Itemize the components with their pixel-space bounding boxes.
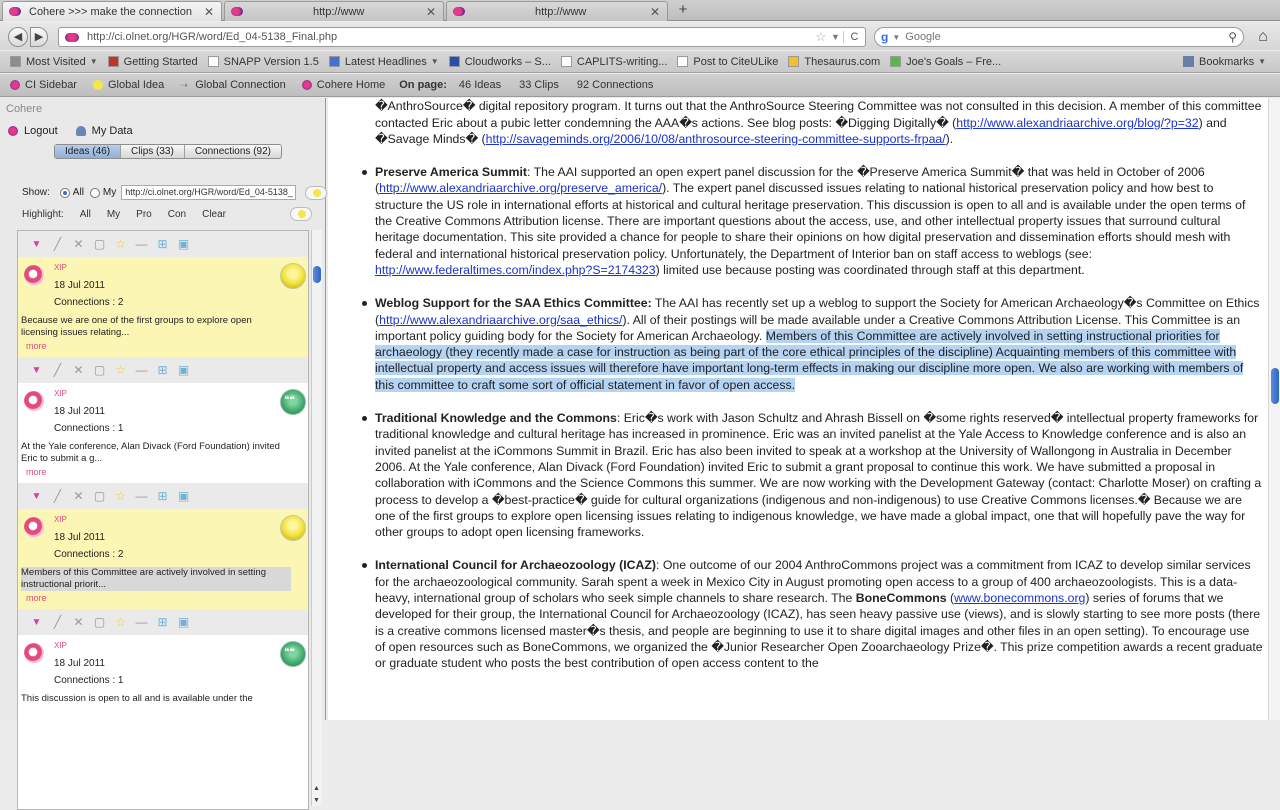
card-text: Members of this Committee are actively involved in setting instructional priorit... bbox=[21, 567, 291, 591]
bookmark-item[interactable] bbox=[890, 56, 1001, 68]
item-heading: Preserve America Summit bbox=[375, 165, 527, 180]
sidebar-tabs bbox=[54, 144, 282, 159]
blog-link[interactable]: http://www.alexandriaarchive.org/blog/?p=32 bbox=[956, 115, 1199, 130]
sidebar-title: Cohere bbox=[6, 103, 43, 115]
paragraph-text: : One outcome of our 2004 AnthroCommons project was a commitment from ICAZ to develop similar services for the archaeozoological community. Sarah spent a week in Mexico City in August promoting open access to a group of 400 archaeozoologists. This is a data-heavy, international group of scholars who seek simple channels to share research. The bbox=[375, 558, 1251, 606]
avatar bbox=[24, 643, 44, 663]
card-type: XIP bbox=[54, 389, 67, 398]
sidebar-account-links bbox=[8, 125, 151, 137]
list-item-traditional-knowledge bbox=[328, 410, 1263, 540]
delete-icon[interactable]: ✕ bbox=[73, 489, 84, 503]
cohere-icon bbox=[302, 80, 312, 90]
card-date: 18 Jul 2011 bbox=[54, 280, 105, 291]
avatar bbox=[24, 391, 44, 411]
bonecommons-name: BoneCommons bbox=[855, 591, 947, 606]
savageminds-link[interactable]: http://savageminds.org/2006/10/08/anthrosource-steering-committee-supports-frpaa/ bbox=[485, 131, 946, 146]
scrollbar-thumb[interactable] bbox=[1271, 368, 1279, 404]
edit-icon[interactable]: ╱ bbox=[53, 615, 62, 629]
lightbulb-toggle-icon[interactable] bbox=[305, 186, 327, 200]
history-dropdown-icon[interactable]: ▼ bbox=[831, 32, 840, 42]
bookmark-label: Most Visited bbox=[26, 55, 86, 68]
card-type: XIP bbox=[54, 263, 67, 272]
star-icon[interactable]: ☆ bbox=[115, 237, 126, 251]
bookmark-icon bbox=[890, 56, 901, 67]
paragraph-text: The AAI has recently set up a weblog to support the Society for American Archaeology�s Committee on Ethics ( bbox=[375, 296, 1260, 327]
federaltimes-link[interactable]: http://www.federaltimes.com/index.php?S=2174323 bbox=[375, 262, 656, 277]
global-connection-label: Global Connection bbox=[195, 79, 286, 91]
ideas-count[interactable]: 46 Ideas bbox=[458, 79, 502, 91]
paragraph-text: �AnthroSource� digital repository program. It turns out that the AnthroSource Steering Committee was not consulted in this decision. A member of this committee contacted Eric about a pubic letter condemning the AAA�s actions. See blog posts: �Digging Digitally� ( bbox=[375, 99, 1262, 130]
box-icon[interactable]: ▣ bbox=[177, 237, 190, 251]
list-item-icaz bbox=[328, 557, 1263, 671]
paragraph-text: : The AAI supported an open expert panel discussion for the �Preserve America Summit� that was held in October of 2006 ( bbox=[375, 165, 1205, 196]
idea-card[interactable] bbox=[18, 257, 308, 357]
card-text: This discussion is open to all and is available under the bbox=[21, 693, 253, 704]
highlight-con[interactable]: Con bbox=[167, 209, 187, 220]
paragraph-text: ) limited use because posting was coordinated through staff at this department. bbox=[655, 262, 1085, 277]
bookmark-label: SNAPP Version 1.5 bbox=[223, 55, 319, 68]
search-icon[interactable]: ⚲ bbox=[1228, 30, 1237, 44]
bookmark-icon bbox=[677, 56, 688, 67]
filter-icon[interactable]: ▼ bbox=[31, 238, 42, 250]
bookmark-label: Getting Started bbox=[123, 55, 198, 68]
scroll-down-icon[interactable]: ▼ bbox=[313, 797, 320, 804]
highlight-my[interactable]: My bbox=[106, 209, 121, 220]
tab-clips[interactable]: Clips (33) bbox=[121, 145, 185, 158]
filter-icon[interactable]: ▼ bbox=[31, 364, 42, 376]
bookmark-item[interactable] bbox=[561, 56, 667, 68]
new-tab-button[interactable]: + bbox=[678, 1, 688, 18]
url-text[interactable]: http://ci.olnet.org/HGR/word/Ed_04-5138_Final.php bbox=[87, 31, 338, 43]
search-input[interactable] bbox=[905, 31, 1228, 43]
tab-label: http://www bbox=[535, 5, 587, 18]
connection-icon: ⇢ bbox=[180, 80, 188, 90]
paragraph-text: ). bbox=[945, 131, 954, 146]
highlight-clear[interactable]: Clear bbox=[202, 209, 226, 220]
logout-icon bbox=[8, 126, 18, 136]
logout-link[interactable] bbox=[8, 125, 58, 137]
edit-icon[interactable]: ╱ bbox=[53, 363, 62, 377]
lightbulb-icon bbox=[93, 80, 103, 90]
bookmark-icon bbox=[208, 56, 219, 67]
bookmark-item[interactable] bbox=[208, 56, 319, 68]
saa-ethics-link[interactable]: http://www.alexandriaarchive.org/saa_ethics/ bbox=[379, 312, 623, 327]
card-text: At the Yale conference, Alan Divack (Ford Foundation) invited Eric to submit a g... bbox=[21, 441, 280, 464]
connections-count[interactable]: 92 Connections bbox=[576, 79, 654, 91]
close-tab-icon[interactable]: ✕ bbox=[649, 4, 661, 19]
idea-card[interactable] bbox=[18, 509, 308, 609]
show-label: Show: bbox=[22, 187, 50, 198]
card-connections[interactable]: Connections : 2 bbox=[54, 297, 124, 308]
idea-card[interactable] bbox=[18, 383, 308, 483]
close-tab-icon[interactable]: ✕ bbox=[203, 4, 215, 19]
sidebar-label: CI Sidebar bbox=[25, 79, 77, 91]
card-toolbar bbox=[18, 231, 308, 257]
network-icon[interactable]: ⊞ bbox=[157, 363, 168, 377]
on-page-label: On page: bbox=[399, 79, 447, 91]
star-icon[interactable]: ☆ bbox=[115, 615, 126, 629]
list-item-preserve-america bbox=[328, 164, 1263, 278]
network-icon[interactable]: ⊞ bbox=[157, 615, 168, 629]
cohere-sidebar bbox=[0, 98, 326, 804]
bookmark-icon bbox=[561, 56, 572, 67]
more-link[interactable]: more bbox=[26, 341, 47, 351]
paragraph-text: ( bbox=[946, 591, 955, 606]
avatar bbox=[24, 517, 44, 537]
bookmark-label: Latest Headlines bbox=[344, 55, 427, 68]
tab-ideas[interactable]: Ideas (46) bbox=[55, 145, 121, 158]
bookmark-item[interactable] bbox=[449, 56, 551, 68]
close-tab-icon[interactable]: ✕ bbox=[425, 4, 437, 19]
bookmark-icon bbox=[10, 56, 21, 67]
selected-text[interactable]: Members of this Committee are actively involved in setting instructional priorities for archaeology (they recently made a case for instruction as being part of the core ethical principles of the discipline) Acquainting members of this committee with intellectual property and access issues will therefore have important long-term effects in making our discipline more open. We also are working with members of this committee to craft some sort of official statement in favor of open access. bbox=[375, 328, 1244, 392]
cohere-home-link[interactable] bbox=[302, 79, 385, 91]
mydata-link[interactable] bbox=[76, 125, 133, 137]
navigation-bar bbox=[0, 22, 1280, 50]
paragraph-text: ) and �Savage Minds� ( bbox=[375, 115, 1227, 146]
bonecommons-link[interactable]: www.bonecommons.org bbox=[954, 591, 1086, 606]
card-type: XIP bbox=[54, 641, 67, 650]
show-all-label: All bbox=[72, 187, 84, 198]
star-icon[interactable]: ☆ bbox=[115, 363, 126, 377]
reload-icon[interactable]: C bbox=[843, 31, 865, 43]
chevron-down-icon: ▼ bbox=[1258, 57, 1266, 66]
network-icon[interactable]: ⊞ bbox=[157, 489, 168, 503]
card-toolbar bbox=[18, 483, 308, 509]
preserve-america-link[interactable]: http://www.alexandriaarchive.org/preserve_america/ bbox=[379, 181, 663, 196]
show-all-radio[interactable] bbox=[60, 188, 70, 198]
more-link[interactable]: more bbox=[26, 467, 47, 477]
card-connections[interactable]: Connections : 1 bbox=[54, 675, 124, 686]
global-idea-label: Global Idea bbox=[107, 79, 165, 91]
box-icon[interactable]: ▣ bbox=[177, 489, 190, 503]
lightbulb-icon[interactable] bbox=[280, 515, 306, 541]
show-my-label: My bbox=[102, 187, 117, 198]
card-toolbar bbox=[18, 357, 308, 383]
edit-icon[interactable]: ╱ bbox=[53, 489, 62, 503]
cohere-toolbar bbox=[0, 74, 1280, 97]
bookmark-label: Post to CiteULike bbox=[693, 55, 779, 68]
bookmark-icon bbox=[788, 56, 799, 67]
lightbulb-icon[interactable] bbox=[280, 263, 306, 289]
more-link[interactable]: more bbox=[26, 593, 47, 603]
bookmark-item[interactable] bbox=[10, 56, 98, 68]
show-my-radio[interactable] bbox=[90, 188, 100, 198]
cohere-sidebar-toggle[interactable] bbox=[10, 79, 77, 91]
tab-www-2[interactable] bbox=[446, 1, 668, 21]
minus-icon[interactable]: — bbox=[135, 615, 148, 629]
idea-card[interactable] bbox=[18, 635, 308, 735]
edit-icon[interactable]: ╱ bbox=[53, 237, 62, 251]
card-date: 18 Jul 2011 bbox=[54, 658, 105, 669]
chevron-down-icon: ▼ bbox=[89, 57, 98, 66]
highlight-pro[interactable]: Pro bbox=[136, 209, 152, 220]
delete-icon[interactable]: ✕ bbox=[73, 615, 84, 629]
page-url-field[interactable]: http://ci.olnet.org/HGR/word/Ed_04-5138_ bbox=[121, 185, 296, 200]
tab-strip bbox=[0, 0, 1280, 21]
avatar bbox=[24, 265, 44, 285]
user-icon bbox=[76, 126, 86, 136]
box-icon[interactable]: ▣ bbox=[177, 615, 190, 629]
global-connection-button[interactable] bbox=[180, 79, 286, 91]
card-toolbar bbox=[18, 609, 308, 635]
box-icon[interactable]: ▣ bbox=[177, 363, 190, 377]
bookmark-item[interactable] bbox=[788, 56, 880, 68]
bookmark-star-icon[interactable]: ☆ bbox=[815, 29, 827, 44]
bookmarks-icon bbox=[1183, 56, 1194, 67]
item-heading: Traditional Knowledge and the Commons bbox=[375, 411, 617, 426]
bookmark-label: CAPLITS-writing... bbox=[576, 55, 668, 68]
delete-icon[interactable]: ✕ bbox=[73, 237, 84, 251]
cohere-home-label: Cohere Home bbox=[316, 79, 386, 91]
bookmarks-menu[interactable] bbox=[1183, 56, 1266, 68]
card-type: XIP bbox=[54, 515, 67, 524]
bookmark-item[interactable] bbox=[108, 56, 198, 68]
bookmark-icon bbox=[108, 56, 119, 67]
network-icon[interactable]: ⊞ bbox=[157, 237, 168, 251]
paragraph-text: ) series of forums that we developed for their group, the International Council for Archaeozoology (ICAZ), has seen heavy passive use (views), and is slowly starting to see more posts (there is a creative commons licensed master�s thesis, and people are beginning to use it to share digital images and other files in an open setting). To encourage use of open resources such as BoneCommons, we organized the �Junior Researcher Open Zooarchaeology Prize�. This prize competition awards a recent graduate or graduate student who posts the best contribution of open access content to the bbox=[375, 591, 1263, 671]
copy-icon[interactable]: ▢ bbox=[93, 363, 106, 377]
tab-label: Cohere >>> make the connection bbox=[29, 5, 192, 18]
star-icon[interactable]: ☆ bbox=[115, 489, 126, 503]
back-button[interactable]: ◀ bbox=[8, 27, 28, 47]
minus-icon[interactable]: — bbox=[135, 489, 148, 503]
search-engine-dropdown-icon[interactable]: ▼ bbox=[892, 32, 901, 42]
paragraph-text: ). All of their postings will be made available under a Creative Commons Attribution License. This Committee is an important policy guiding body for the Society for American Archaeology. bbox=[375, 312, 1241, 343]
highlight-all[interactable]: All bbox=[79, 209, 91, 220]
item-heading: Weblog Support for the SAA Ethics Committee: bbox=[375, 296, 652, 311]
paragraph-text: ). The expert panel discussed issues relating to national historical preservation policy and how best to structure the US role in international efforts at historical and cultural heritage preservation. This discussion is open to all and is available under the open terms of the Creative Commons Attribution license. There are important questions about the access, use, and other intellectual property issues that surround cultural heritage documentation. This site provided a chance for people to share their opinions on how digital preservation and dissemination efforts should mesh with federal and international historical preservation policy. Unfortunately, the Department of Interior ban on staff access to weblogs (see: bbox=[375, 181, 1246, 261]
forward-button[interactable]: ▶ bbox=[30, 27, 48, 47]
bookmarks-toolbar bbox=[0, 51, 1280, 73]
copy-icon[interactable]: ▢ bbox=[93, 489, 106, 503]
url-bar[interactable] bbox=[58, 27, 866, 47]
filter-icon[interactable]: ▼ bbox=[31, 616, 42, 628]
bookmark-label: Thesaurus.com bbox=[804, 55, 881, 68]
bookmark-icon bbox=[449, 56, 460, 67]
scrollbar-thumb[interactable] bbox=[313, 266, 321, 283]
lightbulb-toggle-icon[interactable] bbox=[290, 207, 312, 221]
card-date: 18 Jul 2011 bbox=[54, 406, 105, 417]
list-item-weblog-support bbox=[328, 295, 1263, 393]
copy-icon[interactable]: ▢ bbox=[93, 615, 106, 629]
cohere-favicon-icon bbox=[9, 7, 21, 16]
home-button[interactable]: ⌂ bbox=[1258, 28, 1268, 45]
clips-count[interactable]: 33 Clips bbox=[519, 79, 559, 91]
item-heading: International Council for Archaeozoology (ICAZ) bbox=[375, 558, 657, 573]
tab-cohere[interactable] bbox=[2, 1, 222, 21]
discussion-icon[interactable] bbox=[280, 641, 306, 667]
discussion-icon[interactable] bbox=[280, 389, 306, 415]
highlight-filter bbox=[22, 209, 242, 220]
search-box[interactable] bbox=[874, 27, 1244, 47]
card-text: Because we are one of the first groups to explore open licensing issues relating... bbox=[21, 315, 252, 338]
ideas-list bbox=[17, 230, 309, 810]
show-filter bbox=[22, 185, 327, 200]
bookmark-label: Cloudworks – S... bbox=[464, 55, 551, 68]
scroll-up-icon[interactable]: ▲ bbox=[313, 785, 320, 792]
bookmark-item[interactable] bbox=[329, 56, 439, 68]
page-scrollbar[interactable] bbox=[1268, 98, 1280, 720]
cohere-favicon-icon bbox=[453, 7, 465, 16]
cohere-favicon-icon bbox=[231, 7, 243, 16]
bookmark-label: Joe's Goals – Fre... bbox=[906, 55, 1002, 68]
logout-label: Logout bbox=[24, 125, 58, 137]
list-item-anthrosource bbox=[328, 98, 1263, 147]
card-connections[interactable]: Connections : 2 bbox=[54, 549, 124, 560]
mydata-label: My Data bbox=[91, 125, 133, 137]
site-identity-icon[interactable] bbox=[65, 33, 79, 42]
card-connections[interactable]: Connections : 1 bbox=[54, 423, 124, 434]
chevron-down-icon: ▼ bbox=[430, 57, 439, 66]
minus-icon[interactable]: — bbox=[135, 237, 148, 251]
tab-connections[interactable]: Connections (92) bbox=[194, 146, 271, 157]
paragraph-text: : Eric�s work with Jason Schultz and Ahrash Bissell on �some rights reserved� intellectual property frameworks for traditional knowledge and cultural heritage has increased in prominence. Eric was an invited panelist at the Yale Access to Knowledge conference and is also an invited panelist at the iCommons Summit in Brazil. Eric has also been invited to speak at a workshop at the University of Wallongong in Australia in December 2006. At the Yale conference, Alan Divack (Ford Foundation) invited Eric to submit a grant proposal to continue this work. We have submitted a proposal in collaboration with iCommons and the Science Commons this summer. We are now working with the Development Gateway (contact: Charlotte Moser) on crafting a process to develop a �best-practice� guide for cultural organizations (indigenous and non-indigenous) to use Creative Commons licenses.� Because we are one of the first groups to explore open licensing issues relating to indigenous knowledge, we have made a global impact, one that will hopefully pave the way for other groups to adopt open licensing frameworks. bbox=[375, 411, 1262, 540]
highlight-label: Highlight: bbox=[22, 209, 64, 220]
copy-icon[interactable]: ▢ bbox=[93, 237, 106, 251]
cohere-icon bbox=[10, 80, 20, 90]
bookmark-item[interactable] bbox=[677, 56, 778, 68]
card-date: 18 Jul 2011 bbox=[54, 532, 105, 543]
delete-icon[interactable]: ✕ bbox=[73, 363, 84, 377]
google-icon[interactable]: g bbox=[881, 30, 889, 44]
bookmarks-menu-label: Bookmarks bbox=[1199, 55, 1255, 68]
document-content bbox=[328, 98, 1268, 720]
tab-www-1[interactable] bbox=[224, 1, 444, 21]
filter-icon[interactable]: ▼ bbox=[31, 490, 42, 502]
tab-label: http://www bbox=[313, 5, 365, 18]
minus-icon[interactable]: — bbox=[135, 363, 148, 377]
global-idea-button[interactable] bbox=[93, 79, 164, 91]
bookmark-icon bbox=[329, 56, 340, 67]
